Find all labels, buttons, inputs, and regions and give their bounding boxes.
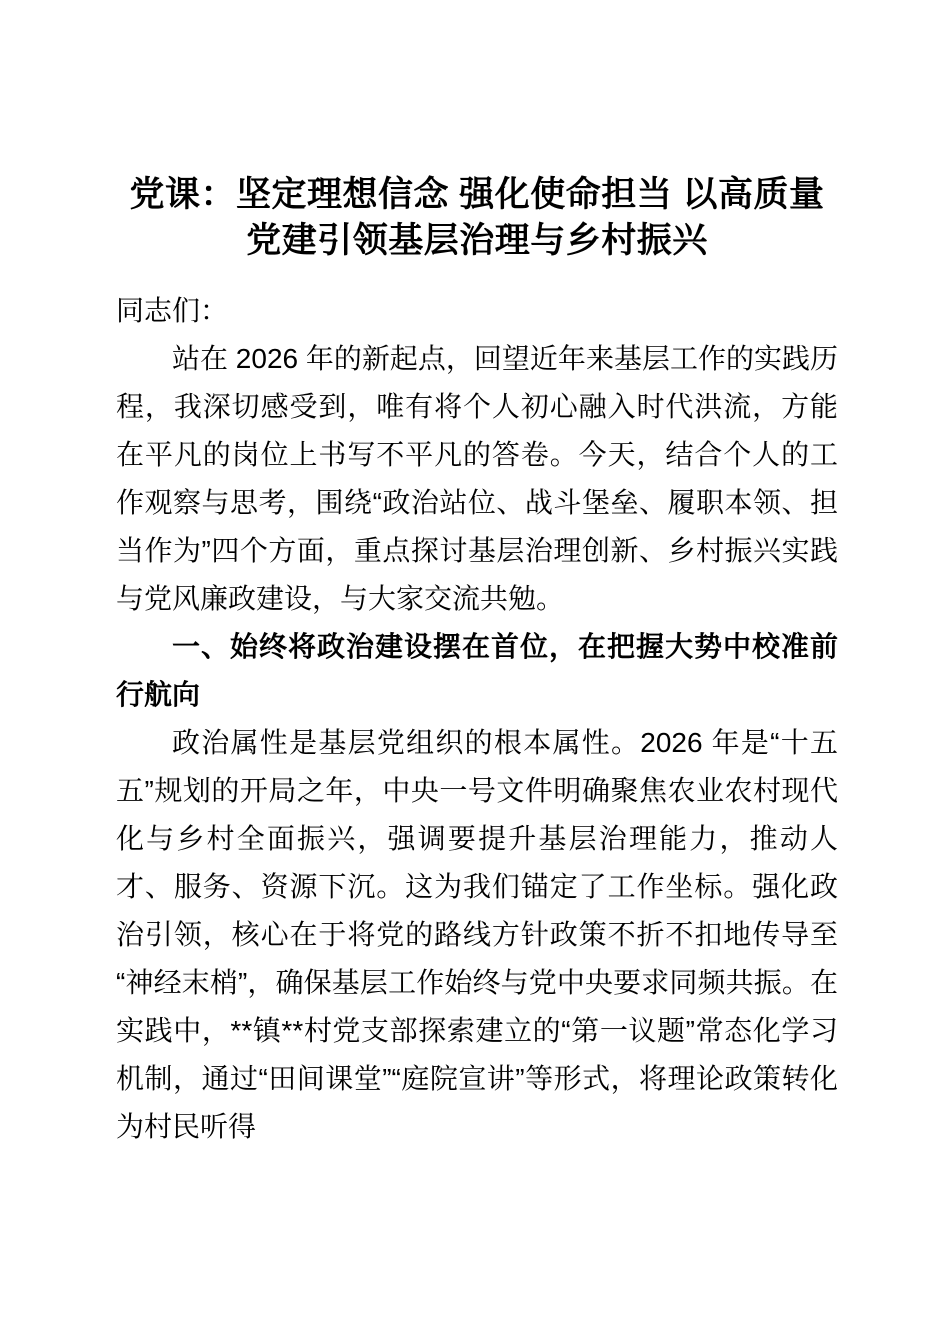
- paragraph-section-one-body: 政治属性是基层党组织的根本属性。2026 年是“十五五”规划的开局之年，中央一号文件明确聚焦农业农村现代化与乡村全面振兴，强调要提升基层治理能力，推动人才、服务、资源下沉。这为我们锚定了工作坐标。强化政治引领，核心在于将党的路线方针政策不折不扣地传导至“神经末梢”，确保基层工作始终与党中央要求同频共振。在实践中，**镇**村党支部探索建立的“第一议题”常态化学习机制，通过“田间课堂”“庭院宣讲”等形式，将理论政策转化为村民听得: [116, 727, 838, 1142]
- page-title: 党课：坚定理想信念 强化使命担当 以高质量党建引领基层治理与乡村振兴: [129, 175, 825, 260]
- salutation: 同志们：: [116, 295, 229, 326]
- document-body: [116, 0, 838, 1151]
- section-heading-one: 一、始终将政治建设摆在首位，在把握大势中校准前行航向: [116, 631, 838, 710]
- paragraph-opening: 站在 2026 年的新起点，回望近年来基层工作的实践历程，我深切感受到，唯有将个人初心融入时代洪流，方能在平凡的岗位上书写不平凡的答卷。今天，结合个人的工作观察与思考，围绕“政治站位、战斗堡垒、履职本领、担当作为”四个方面，重点探讨基层治理创新、乡村振兴实践与党风廉政建设，与大家交流共勉。: [116, 343, 838, 614]
